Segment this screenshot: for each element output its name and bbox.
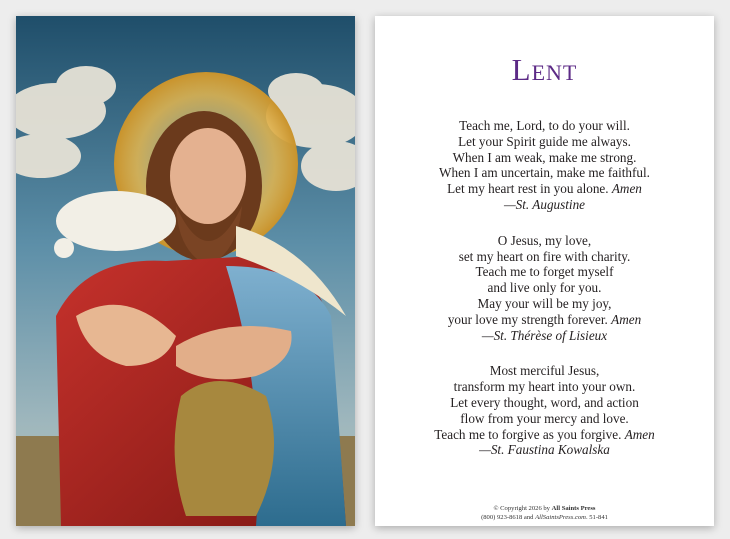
- prayer-line-text: Teach me to forgive as you forgive.: [434, 426, 622, 442]
- prayer-line-text: your love my strength forever.: [447, 311, 608, 327]
- publisher-website: AllSaintsPress.com: [535, 514, 586, 521]
- prayer-st-therese: [375, 233, 714, 344]
- prayer-line: When I am weak, make me strong.: [452, 149, 637, 165]
- prayer-line: transform my heart into your own.: [453, 379, 636, 395]
- prayer-line-last: [375, 312, 714, 328]
- copyright-line-2: [375, 513, 714, 522]
- amen: Amen: [624, 426, 655, 442]
- prayer-attribution: —St. Thérèse of Lisieux: [481, 327, 608, 343]
- prayer-line: set my heart on fire with charity.: [458, 248, 631, 264]
- copyright-line-1: [375, 504, 714, 513]
- prayer-line-last: [375, 181, 714, 197]
- product-code: . 51-841: [585, 514, 608, 521]
- prayer-st-faustina: [375, 363, 714, 458]
- prayer-line: Teach me to forget myself: [475, 264, 614, 280]
- prayer-card-back: [375, 16, 714, 526]
- publisher-name: All Saints Press: [551, 505, 596, 512]
- prayer-line: and live only for you.: [487, 280, 602, 296]
- copyright-notice: [375, 504, 714, 522]
- prayer-line: O Jesus, my love,: [497, 232, 592, 248]
- prayer-card-front: [16, 16, 355, 526]
- amen: Amen: [611, 311, 642, 327]
- prayer-line: Let every thought, word, and action: [450, 394, 639, 410]
- prayer-attribution: —St. Augustine: [503, 196, 586, 212]
- jesus-with-dove-painting: [16, 16, 355, 526]
- prayer-line: flow from your mercy and love.: [460, 410, 629, 426]
- prayer-attribution: —St. Faustina Kowalska: [479, 442, 610, 458]
- prayer-line: Teach me, Lord, to do your will.: [459, 118, 630, 133]
- prayer-line: Most merciful Jesus,: [489, 363, 600, 379]
- publisher-phone: (800) 923-8618 and: [481, 514, 534, 521]
- copyright-prefix: © Copyright 2026 by: [493, 505, 550, 512]
- prayer-line: When I am uncertain, make me faithful.: [439, 165, 650, 181]
- prayer-line: May your will be my joy,: [477, 295, 612, 311]
- prayer-line-last: [375, 427, 714, 443]
- prayer-list: [375, 118, 714, 478]
- prayer-line-text: Let my heart rest in you alone.: [447, 181, 609, 197]
- prayer-st-augustine: [375, 118, 714, 213]
- amen: Amen: [611, 181, 642, 197]
- card-title: Lent: [511, 52, 578, 87]
- prayer-line: Let your Spirit guide me always.: [458, 133, 631, 149]
